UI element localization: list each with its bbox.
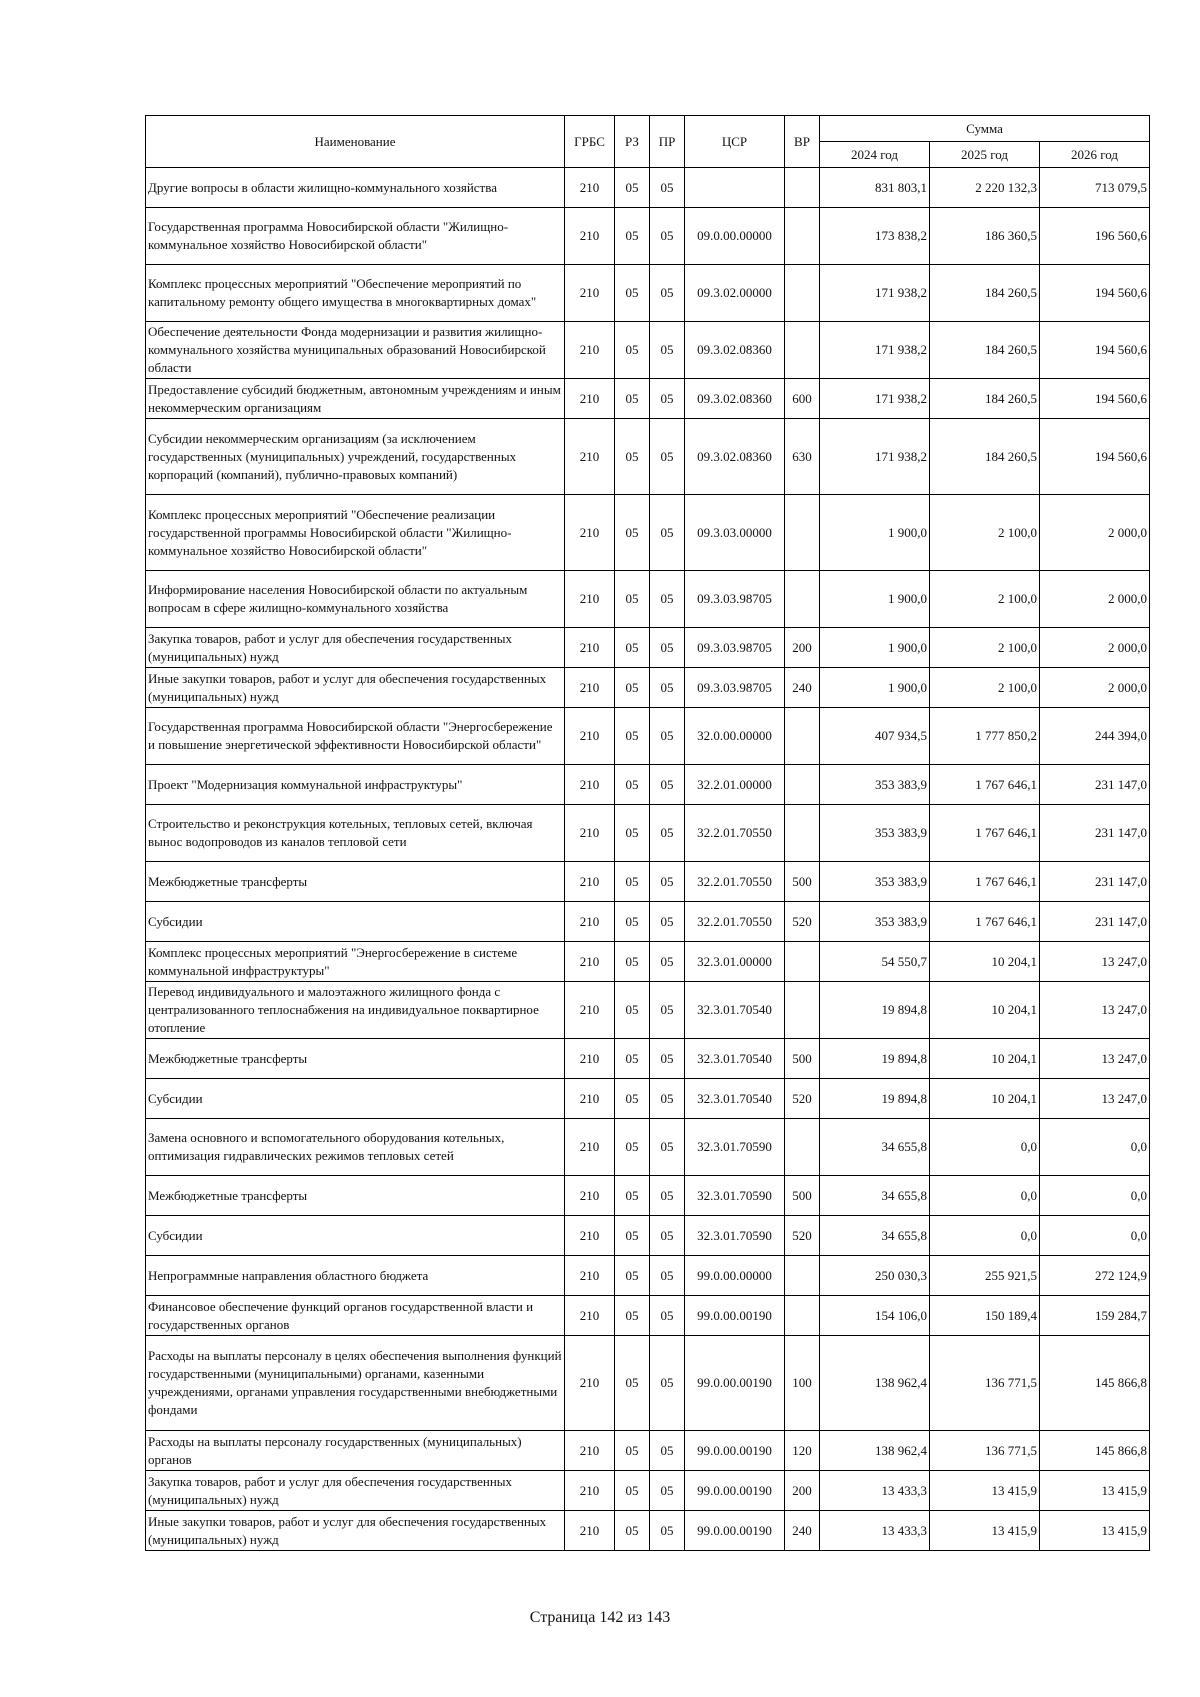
row-sum-2026: 0,0 — [1040, 1119, 1150, 1176]
row-pr: 05 — [650, 265, 685, 322]
row-pr: 05 — [650, 628, 685, 668]
row-name: Межбюджетные трансферты — [146, 862, 565, 902]
row-csr: 32.2.01.70550 — [685, 805, 785, 862]
row-csr: 09.3.02.08360 — [685, 322, 785, 379]
row-sum-2026: 231 147,0 — [1040, 862, 1150, 902]
row-sum-2025: 255 921,5 — [930, 1256, 1040, 1296]
row-name: Субсидии — [146, 1216, 565, 1256]
row-sum-2026: 13 247,0 — [1040, 1079, 1150, 1119]
row-sum-2026: 145 866,8 — [1040, 1431, 1150, 1471]
row-sum-2026: 244 394,0 — [1040, 708, 1150, 765]
table-row — [146, 571, 1150, 628]
row-sum-2024: 13 433,3 — [820, 1471, 930, 1511]
row-sum-2024: 13 433,3 — [820, 1511, 930, 1551]
row-rz: 05 — [615, 668, 650, 708]
row-vr — [785, 208, 820, 265]
table-row — [146, 1256, 1150, 1296]
row-sum-2026: 713 079,5 — [1040, 168, 1150, 208]
table-row — [146, 862, 1150, 902]
row-pr: 05 — [650, 208, 685, 265]
row-name: Закупка товаров, работ и услуг для обеспечения государственных (муниципальных) нужд — [146, 628, 565, 668]
row-pr: 05 — [650, 1079, 685, 1119]
row-sum-2026: 13 415,9 — [1040, 1511, 1150, 1551]
header-csr: ЦСР — [685, 116, 785, 168]
row-sum-2024: 250 030,3 — [820, 1256, 930, 1296]
row-vr — [785, 942, 820, 982]
row-vr: 520 — [785, 902, 820, 942]
row-pr: 05 — [650, 1511, 685, 1551]
row-sum-2025: 2 100,0 — [930, 668, 1040, 708]
table-row — [146, 628, 1150, 668]
row-name: Межбюджетные трансферты — [146, 1039, 565, 1079]
row-sum-2026: 145 866,8 — [1040, 1336, 1150, 1431]
row-sum-2025: 10 204,1 — [930, 942, 1040, 982]
row-name: Закупка товаров, работ и услуг для обеспечения государственных (муниципальных) нужд — [146, 1471, 565, 1511]
row-sum-2024: 171 938,2 — [820, 322, 930, 379]
row-vr — [785, 1119, 820, 1176]
row-grbs: 210 — [565, 942, 615, 982]
table-row — [146, 1039, 1150, 1079]
row-name: Государственная программа Новосибирской области "Жилищно-коммунальное хозяйство Новосибирской области" — [146, 208, 565, 265]
row-pr: 05 — [650, 1296, 685, 1336]
header-pr: ПР — [650, 116, 685, 168]
row-vr — [785, 495, 820, 571]
row-sum-2026: 196 560,6 — [1040, 208, 1150, 265]
row-pr: 05 — [650, 419, 685, 495]
row-sum-2025: 0,0 — [930, 1119, 1040, 1176]
row-pr: 05 — [650, 982, 685, 1039]
row-name: Иные закупки товаров, работ и услуг для обеспечения государственных (муниципальных) нужд — [146, 1511, 565, 1551]
row-grbs: 210 — [565, 1216, 615, 1256]
row-sum-2025: 184 260,5 — [930, 322, 1040, 379]
table-row — [146, 1471, 1150, 1511]
table-row — [146, 982, 1150, 1039]
row-vr: 500 — [785, 1176, 820, 1216]
row-csr: 32.3.01.70590 — [685, 1119, 785, 1176]
row-sum-2026: 194 560,6 — [1040, 265, 1150, 322]
row-sum-2024: 173 838,2 — [820, 208, 930, 265]
row-csr: 32.0.00.00000 — [685, 708, 785, 765]
row-grbs: 210 — [565, 902, 615, 942]
row-grbs: 210 — [565, 1336, 615, 1431]
header-year-2025: 2025 год — [930, 142, 1040, 168]
row-grbs: 210 — [565, 1039, 615, 1079]
row-rz: 05 — [615, 708, 650, 765]
header-rz: РЗ — [615, 116, 650, 168]
row-grbs: 210 — [565, 982, 615, 1039]
row-vr — [785, 1256, 820, 1296]
row-rz: 05 — [615, 1079, 650, 1119]
row-pr: 05 — [650, 1336, 685, 1431]
row-sum-2025: 186 360,5 — [930, 208, 1040, 265]
row-pr: 05 — [650, 1431, 685, 1471]
row-sum-2024: 831 803,1 — [820, 168, 930, 208]
row-csr: 09.3.03.98705 — [685, 668, 785, 708]
row-grbs: 210 — [565, 379, 615, 419]
table-row — [146, 708, 1150, 765]
row-pr: 05 — [650, 571, 685, 628]
row-sum-2025: 136 771,5 — [930, 1336, 1040, 1431]
row-sum-2026: 159 284,7 — [1040, 1296, 1150, 1336]
row-sum-2026: 272 124,9 — [1040, 1256, 1150, 1296]
row-csr: 32.2.01.00000 — [685, 765, 785, 805]
row-sum-2026: 13 247,0 — [1040, 982, 1150, 1039]
table-row — [146, 942, 1150, 982]
table-row — [146, 1079, 1150, 1119]
row-grbs: 210 — [565, 765, 615, 805]
row-csr: 99.0.00.00190 — [685, 1431, 785, 1471]
row-csr: 09.3.02.08360 — [685, 379, 785, 419]
row-grbs: 210 — [565, 628, 615, 668]
page-number: Страница 142 из 143 — [529, 1609, 671, 1626]
row-csr: 99.0.00.00190 — [685, 1511, 785, 1551]
table-body — [146, 168, 1150, 1551]
row-sum-2026: 2 000,0 — [1040, 571, 1150, 628]
row-csr: 99.0.00.00190 — [685, 1471, 785, 1511]
row-sum-2026: 13 415,9 — [1040, 1471, 1150, 1511]
row-rz: 05 — [615, 571, 650, 628]
row-csr: 09.3.03.98705 — [685, 628, 785, 668]
row-pr: 05 — [650, 495, 685, 571]
row-vr: 520 — [785, 1216, 820, 1256]
table-row — [146, 1216, 1150, 1256]
row-pr: 05 — [650, 1119, 685, 1176]
row-rz: 05 — [615, 805, 650, 862]
row-name: Непрограммные направления областного бюджета — [146, 1256, 565, 1296]
row-pr: 05 — [650, 1256, 685, 1296]
row-vr — [785, 322, 820, 379]
header-name: Наименование — [146, 116, 565, 168]
row-rz: 05 — [615, 495, 650, 571]
table-row — [146, 379, 1150, 419]
row-sum-2025: 1 767 646,1 — [930, 765, 1040, 805]
row-csr: 32.2.01.70550 — [685, 902, 785, 942]
row-rz: 05 — [615, 322, 650, 379]
row-rz: 05 — [615, 379, 650, 419]
row-pr: 05 — [650, 1176, 685, 1216]
row-sum-2024: 171 938,2 — [820, 265, 930, 322]
row-name: Комплекс процессных мероприятий "Обеспечение мероприятий по капитальному ремонту общего имущества в многоквартирных домах" — [146, 265, 565, 322]
row-name: Другие вопросы в области жилищно-коммунального хозяйства — [146, 168, 565, 208]
row-vr: 200 — [785, 1471, 820, 1511]
row-sum-2025: 136 771,5 — [930, 1431, 1040, 1471]
row-sum-2024: 1 900,0 — [820, 571, 930, 628]
row-grbs: 210 — [565, 1119, 615, 1176]
row-grbs: 210 — [565, 1511, 615, 1551]
row-grbs: 210 — [565, 419, 615, 495]
row-pr: 05 — [650, 805, 685, 862]
row-sum-2025: 2 100,0 — [930, 571, 1040, 628]
row-sum-2024: 34 655,8 — [820, 1216, 930, 1256]
row-rz: 05 — [615, 1336, 650, 1431]
row-csr — [685, 168, 785, 208]
row-sum-2026: 13 247,0 — [1040, 1039, 1150, 1079]
header-year-2024: 2024 год — [820, 142, 930, 168]
row-rz: 05 — [615, 419, 650, 495]
row-sum-2025: 1 777 850,2 — [930, 708, 1040, 765]
row-vr — [785, 1296, 820, 1336]
row-name: Иные закупки товаров, работ и услуг для обеспечения государственных (муниципальных) нужд — [146, 668, 565, 708]
row-csr: 32.3.01.70590 — [685, 1216, 785, 1256]
row-name: Субсидии некоммерческим организациям (за исключением государственных (муниципальных) учреждений, государственных корпораций (компаний), публично-правовых компаний) — [146, 419, 565, 495]
row-vr — [785, 571, 820, 628]
row-pr: 05 — [650, 668, 685, 708]
row-name: Обеспечение деятельности Фонда модернизации и развития жилищно-коммунального хозяйства муниципальных образований Новосибирской области — [146, 322, 565, 379]
row-grbs: 210 — [565, 1176, 615, 1216]
row-grbs: 210 — [565, 708, 615, 765]
row-grbs: 210 — [565, 571, 615, 628]
row-grbs: 210 — [565, 265, 615, 322]
row-sum-2024: 138 962,4 — [820, 1336, 930, 1431]
row-sum-2024: 19 894,8 — [820, 982, 930, 1039]
row-sum-2025: 13 415,9 — [930, 1471, 1040, 1511]
table-row — [146, 1296, 1150, 1336]
header-vr: ВР — [785, 116, 820, 168]
header-grbs: ГРБС — [565, 116, 615, 168]
row-vr: 200 — [785, 628, 820, 668]
row-sum-2025: 1 767 646,1 — [930, 902, 1040, 942]
row-vr: 630 — [785, 419, 820, 495]
row-name: Комплекс процессных мероприятий "Обеспечение реализации государственной программы Новосибирской области "Жилищно-коммунальное хозяйство Новосибирской области" — [146, 495, 565, 571]
row-rz: 05 — [615, 1256, 650, 1296]
row-sum-2024: 171 938,2 — [820, 379, 930, 419]
row-sum-2025: 10 204,1 — [930, 982, 1040, 1039]
table-row — [146, 419, 1150, 495]
table-row — [146, 1176, 1150, 1216]
row-grbs: 210 — [565, 1256, 615, 1296]
row-vr: 120 — [785, 1431, 820, 1471]
row-grbs: 210 — [565, 1431, 615, 1471]
row-vr: 100 — [785, 1336, 820, 1431]
row-name: Государственная программа Новосибирской области "Энергосбережение и повышение энергетической эффективности Новосибирской области" — [146, 708, 565, 765]
row-name: Комплекс процессных мероприятий "Энергосбережение в системе коммунальной инфраструктуры" — [146, 942, 565, 982]
row-name: Субсидии — [146, 902, 565, 942]
row-sum-2024: 407 934,5 — [820, 708, 930, 765]
row-sum-2024: 54 550,7 — [820, 942, 930, 982]
table-row — [146, 1511, 1150, 1551]
row-vr — [785, 805, 820, 862]
table-row — [146, 322, 1150, 379]
row-grbs: 210 — [565, 495, 615, 571]
row-name: Финансовое обеспечение функций органов государственной власти и государственных органов — [146, 1296, 565, 1336]
row-vr: 240 — [785, 668, 820, 708]
row-rz: 05 — [615, 982, 650, 1039]
table-row — [146, 1431, 1150, 1471]
row-sum-2024: 19 894,8 — [820, 1039, 930, 1079]
table-row — [146, 1336, 1150, 1431]
row-sum-2024: 34 655,8 — [820, 1176, 930, 1216]
row-sum-2024: 34 655,8 — [820, 1119, 930, 1176]
row-grbs: 210 — [565, 862, 615, 902]
row-name: Предоставление субсидий бюджетным, автономным учреждениям и иным некоммерческим организациям — [146, 379, 565, 419]
row-pr: 05 — [650, 1471, 685, 1511]
row-sum-2024: 353 383,9 — [820, 805, 930, 862]
row-sum-2024: 353 383,9 — [820, 862, 930, 902]
row-csr: 32.3.01.70590 — [685, 1176, 785, 1216]
row-rz: 05 — [615, 902, 650, 942]
row-sum-2024: 19 894,8 — [820, 1079, 930, 1119]
row-sum-2025: 2 100,0 — [930, 495, 1040, 571]
row-sum-2026: 194 560,6 — [1040, 419, 1150, 495]
row-sum-2026: 231 147,0 — [1040, 765, 1150, 805]
row-rz: 05 — [615, 1216, 650, 1256]
row-rz: 05 — [615, 1176, 650, 1216]
row-sum-2025: 184 260,5 — [930, 265, 1040, 322]
row-rz: 05 — [615, 208, 650, 265]
row-sum-2026: 0,0 — [1040, 1176, 1150, 1216]
row-sum-2026: 2 000,0 — [1040, 668, 1150, 708]
row-vr: 240 — [785, 1511, 820, 1551]
row-sum-2025: 2 100,0 — [930, 628, 1040, 668]
row-csr: 09.3.02.00000 — [685, 265, 785, 322]
row-pr: 05 — [650, 1216, 685, 1256]
row-grbs: 210 — [565, 805, 615, 862]
table-row — [146, 668, 1150, 708]
row-grbs: 210 — [565, 208, 615, 265]
row-sum-2025: 184 260,5 — [930, 419, 1040, 495]
row-name: Субсидии — [146, 1079, 565, 1119]
row-name: Замена основного и вспомогательного оборудования котельных, оптимизация гидравлических режимов тепловых сетей — [146, 1119, 565, 1176]
row-sum-2025: 184 260,5 — [930, 379, 1040, 419]
row-csr: 99.0.00.00190 — [685, 1296, 785, 1336]
row-rz: 05 — [615, 1471, 650, 1511]
row-rz: 05 — [615, 862, 650, 902]
row-vr — [785, 708, 820, 765]
table-header — [146, 116, 1150, 168]
row-sum-2025: 0,0 — [930, 1176, 1040, 1216]
row-grbs: 210 — [565, 668, 615, 708]
row-pr: 05 — [650, 168, 685, 208]
row-name: Информирование населения Новосибирской области по актуальным вопросам в сфере жилищно-коммунального хозяйства — [146, 571, 565, 628]
row-sum-2025: 0,0 — [930, 1216, 1040, 1256]
row-rz: 05 — [615, 1119, 650, 1176]
row-sum-2025: 1 767 646,1 — [930, 805, 1040, 862]
row-sum-2026: 0,0 — [1040, 1216, 1150, 1256]
row-sum-2026: 2 000,0 — [1040, 495, 1150, 571]
row-vr — [785, 265, 820, 322]
row-sum-2026: 194 560,6 — [1040, 322, 1150, 379]
row-name: Перевод индивидуального и малоэтажного жилищного фонда с централизованного теплоснабжения на индивидуальное поквартирное отопление — [146, 982, 565, 1039]
row-rz: 05 — [615, 1296, 650, 1336]
row-rz: 05 — [615, 1431, 650, 1471]
row-pr: 05 — [650, 322, 685, 379]
row-sum-2026: 194 560,6 — [1040, 379, 1150, 419]
row-sum-2025: 2 220 132,3 — [930, 168, 1040, 208]
row-sum-2026: 231 147,0 — [1040, 902, 1150, 942]
table-row — [146, 265, 1150, 322]
row-csr: 09.0.00.00000 — [685, 208, 785, 265]
row-sum-2024: 138 962,4 — [820, 1431, 930, 1471]
header-sum: Сумма — [820, 116, 1150, 142]
row-rz: 05 — [615, 628, 650, 668]
row-pr: 05 — [650, 765, 685, 805]
row-sum-2025: 10 204,1 — [930, 1079, 1040, 1119]
row-rz: 05 — [615, 1511, 650, 1551]
row-vr — [785, 982, 820, 1039]
row-sum-2025: 1 767 646,1 — [930, 862, 1040, 902]
row-csr: 32.3.01.00000 — [685, 942, 785, 982]
table-row — [146, 902, 1150, 942]
row-sum-2024: 171 938,2 — [820, 419, 930, 495]
row-sum-2026: 2 000,0 — [1040, 628, 1150, 668]
row-sum-2026: 231 147,0 — [1040, 805, 1150, 862]
row-pr: 05 — [650, 862, 685, 902]
row-pr: 05 — [650, 708, 685, 765]
row-grbs: 210 — [565, 1079, 615, 1119]
row-csr: 09.3.02.08360 — [685, 419, 785, 495]
row-rz: 05 — [615, 942, 650, 982]
row-csr: 99.0.00.00000 — [685, 1256, 785, 1296]
row-pr: 05 — [650, 1039, 685, 1079]
row-csr: 09.3.03.00000 — [685, 495, 785, 571]
row-sum-2024: 1 900,0 — [820, 668, 930, 708]
row-sum-2024: 353 383,9 — [820, 902, 930, 942]
row-pr: 05 — [650, 942, 685, 982]
row-grbs: 210 — [565, 168, 615, 208]
row-rz: 05 — [615, 265, 650, 322]
row-rz: 05 — [615, 168, 650, 208]
table-row — [146, 495, 1150, 571]
row-rz: 05 — [615, 1039, 650, 1079]
row-vr — [785, 765, 820, 805]
row-vr: 600 — [785, 379, 820, 419]
row-sum-2024: 1 900,0 — [820, 628, 930, 668]
row-sum-2025: 150 189,4 — [930, 1296, 1040, 1336]
row-name: Проект "Модернизация коммунальной инфраструктуры" — [146, 765, 565, 805]
row-vr: 520 — [785, 1079, 820, 1119]
row-sum-2025: 13 415,9 — [930, 1511, 1040, 1551]
table-row — [146, 208, 1150, 265]
table-row — [146, 765, 1150, 805]
row-csr: 32.3.01.70540 — [685, 1079, 785, 1119]
row-grbs: 210 — [565, 322, 615, 379]
table-row — [146, 805, 1150, 862]
row-sum-2024: 1 900,0 — [820, 495, 930, 571]
row-vr: 500 — [785, 1039, 820, 1079]
row-sum-2026: 13 247,0 — [1040, 942, 1150, 982]
row-name: Межбюджетные трансферты — [146, 1176, 565, 1216]
row-sum-2024: 353 383,9 — [820, 765, 930, 805]
row-name: Расходы на выплаты персоналу государственных (муниципальных) органов — [146, 1431, 565, 1471]
row-csr: 32.3.01.70540 — [685, 982, 785, 1039]
budget-table — [145, 115, 1150, 1551]
row-rz: 05 — [615, 765, 650, 805]
table-row — [146, 1119, 1150, 1176]
row-csr: 09.3.03.98705 — [685, 571, 785, 628]
row-vr — [785, 168, 820, 208]
row-sum-2024: 154 106,0 — [820, 1296, 930, 1336]
row-name: Расходы на выплаты персоналу в целях обеспечения выполнения функций государственными (муниципальными) органами, казенными учреждениями, органами управления государственными внебюджетными фондами — [146, 1336, 565, 1431]
row-vr: 500 — [785, 862, 820, 902]
row-sum-2025: 10 204,1 — [930, 1039, 1040, 1079]
table-row — [146, 168, 1150, 208]
row-csr: 99.0.00.00190 — [685, 1336, 785, 1431]
row-pr: 05 — [650, 902, 685, 942]
row-name: Строительство и реконструкция котельных, тепловых сетей, включая вынос водопроводов из каналов тепловой сети — [146, 805, 565, 862]
row-pr: 05 — [650, 379, 685, 419]
header-year-2026: 2026 год — [1040, 142, 1150, 168]
row-grbs: 210 — [565, 1471, 615, 1511]
row-csr: 32.3.01.70540 — [685, 1039, 785, 1079]
row-grbs: 210 — [565, 1296, 615, 1336]
row-csr: 32.2.01.70550 — [685, 862, 785, 902]
